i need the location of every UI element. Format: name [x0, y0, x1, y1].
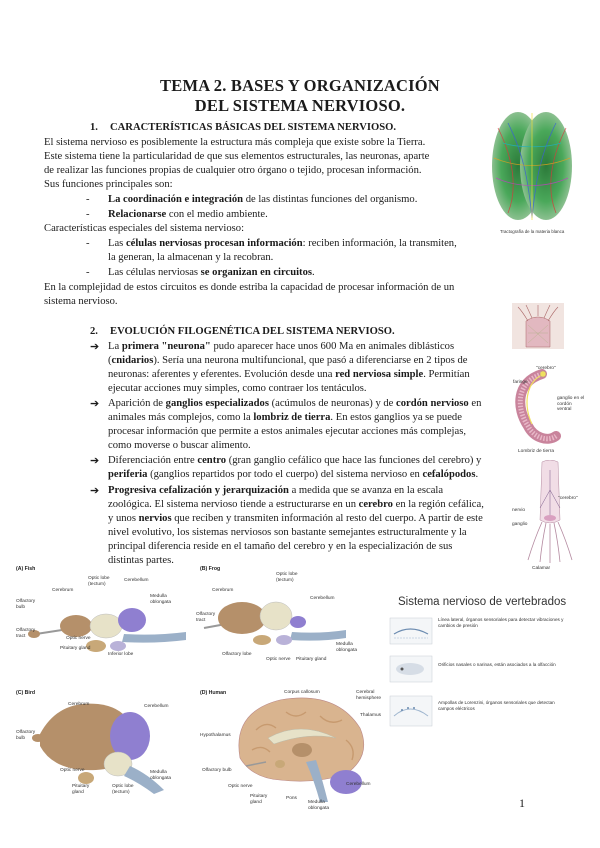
function-item: - La coordinación e integración de las distintas funciones del organismo.	[86, 194, 418, 205]
evolution-item-line: como moverse o buscar alimento.	[108, 440, 251, 451]
section-1-title: CARACTERÍSTICAS BÁSICAS DEL SISTEMA NERVIOSO.	[110, 122, 397, 133]
evolution-item-line: ejecutar acciones muy simples, como contraer los tentáculos.	[108, 383, 367, 394]
human-label: Optic nerve	[228, 784, 253, 789]
evolution-item: ➔ La primera "neurona" pudo aparecer hace unos 600 Ma en animales diblásticos	[90, 341, 455, 353]
frog-label: Olfactory lobe	[222, 652, 252, 657]
squid-label-name: Calamar	[532, 566, 551, 571]
frog-label: Optic nerve	[266, 657, 291, 662]
human-brain-diagram	[196, 690, 386, 810]
frog-label: Olfactory tract	[196, 612, 216, 623]
bird-title: (C) Bird	[16, 690, 36, 696]
squid-label-ganglio: ganglio	[512, 522, 528, 527]
evolution-item-line: y unos nervios que reciben y transmiten información al resto del cuerpo. A partir de este	[108, 513, 483, 524]
feature-item: - Las células nerviosas procesan información: reciben información, la transmiten,	[86, 238, 457, 249]
worm-label-cerebro: "cerebro"	[536, 366, 556, 371]
bird-brain-diagram	[14, 694, 194, 804]
frog-title: (B) Frog	[200, 566, 221, 572]
s1-paragraph-line: Este sistema tiene la particularidad de que sus elementos estructurales, las neuronas, aparte	[44, 151, 430, 162]
evolution-item-line: distintas partes.	[108, 555, 174, 566]
fish-brain-diagram	[14, 574, 194, 674]
worm-label-name: Lombriz de tierra	[518, 449, 554, 454]
evolution-item-line: periferia (ganglios repartidos por todo el cuerpo) del sistema nervioso en cefalópodos.	[108, 469, 479, 480]
evolution-item-line: principal diferencia reside en el tamaño del cerebro y en la especialización de sus	[108, 541, 453, 552]
page-subtitle: DEL SISTEMA NERVIOSO.	[194, 96, 406, 115]
evolution-item-line: zoológica. El sistema nervioso tiende a estructurarse en un cerebro en la región cefálica,	[108, 499, 484, 510]
page-number: 1	[519, 796, 525, 810]
section-2-title: EVOLUCIÓN FILOGENÉTICA DEL SISTEMA NERVIOSO.	[110, 326, 395, 337]
frog-label: Medulla oblongata	[336, 642, 358, 653]
evolution-item-line: nivel evolutivo, los sistemas nerviosos son bastante semejantes estructuralmente y la	[108, 527, 467, 538]
fish-label: Cerebellum	[124, 578, 149, 583]
evolution-item-line: procesar información que permite a estos animales ejecutar acciones más complejas,	[108, 426, 466, 437]
vert-caption-1: Línea lateral, órganos sensoriales para detectar vibraciones y cambios de presión	[438, 617, 564, 628]
evolution-item-line: neuronas: aferentes y eferentes. Evolución desde una red nerviosa simple. Permitían	[108, 369, 470, 380]
function-item: - Relacionarse con el medio ambiente.	[86, 209, 268, 220]
fish-title: (A) Fish	[16, 566, 36, 572]
frog-label: Optic lobe (tectum)	[276, 572, 298, 583]
s1-paragraph-line: sistema nervioso.	[44, 296, 118, 307]
vertebrate-icons	[388, 616, 434, 736]
section-2-heading	[90, 325, 395, 339]
s1-paragraph-line: Características especiales del sistema nervioso:	[44, 223, 245, 234]
fish-label: Olfactory bulb	[16, 599, 36, 610]
squid-label-cerebro: "cerebro"	[558, 496, 578, 501]
fish-label: Olfactory tract	[16, 628, 36, 639]
squid-image	[520, 460, 580, 564]
human-label: Cerebellum	[346, 782, 371, 787]
bird-label: Cerebrum	[68, 702, 90, 707]
feature-item-cont: la generan, la almacenan y la recobran.	[108, 252, 274, 263]
frog-label: Cerebrum	[212, 588, 234, 593]
human-label: Cerebral hemisphere	[356, 690, 382, 701]
s1-paragraph-line: En la complejidad de estos circuitos es donde estriba la capacidad de procesar información de un	[44, 282, 455, 293]
evolution-item-line: animales más complejos, como la lombriz de tierra. En estos ganglios ya se puede	[108, 412, 462, 423]
vertebrates-title: Sistema nervioso de vertebrados	[398, 596, 567, 608]
worm-label-faringe: faringe	[513, 380, 528, 385]
human-title: (D) Human	[200, 690, 227, 696]
cnidarian-image	[512, 303, 564, 349]
s1-paragraph-line: Sus funciones principales son:	[44, 179, 173, 190]
vert-caption-2: Orificios nasales o narinas, están asociados a la olfacción	[438, 662, 556, 667]
worm-label-ganglio: ganglio en el cordón ventral	[557, 396, 585, 412]
bird-label: Optic lobe (tectum)	[112, 784, 134, 795]
fish-label: Inferior lobe	[108, 652, 134, 657]
human-label: Pons	[286, 796, 297, 801]
fish-label: Cerebrum	[52, 588, 74, 593]
evolution-item: ➔ Diferenciación entre centro (gran ganglio cefálico que hace las funciones del cerebro) y	[90, 455, 482, 467]
fish-label: Optic nerve	[66, 636, 91, 641]
human-label: Medulla oblongata	[308, 800, 330, 811]
bird-label: Cerebellum	[144, 704, 169, 709]
s1-paragraph-line: El sistema nervioso es posiblemente la estructura más compleja que existe sobre la Tierra.	[44, 137, 426, 148]
evolution-item: ➔ Progresiva cefalización y jerarquización a medida que se avanza en la escala	[90, 485, 444, 497]
bird-label: Pituitary gland	[72, 784, 90, 795]
vert-caption-3: Ampollas de Lorenzini, órganos sensoriales que detectan campos eléctricos	[438, 700, 555, 711]
section-1-number: 1.	[90, 122, 98, 133]
s1-paragraph-line: de realizar las funciones propias de cualquier otro órgano o tejido, procesan información.	[44, 165, 422, 176]
human-label: Olfactory bulb	[202, 768, 232, 773]
bird-label: Olfactory bulb	[16, 730, 36, 741]
fish-label: Medulla oblongata	[150, 594, 172, 605]
human-label: Thalamus	[360, 713, 382, 718]
bird-label: Optic nerve	[60, 768, 85, 773]
feature-item: - Las células nerviosas se organizan en circuitos.	[86, 267, 315, 278]
human-label: Hypothalamus	[200, 733, 231, 738]
section-2-number: 2.	[90, 326, 98, 337]
evolution-item: ➔ Aparición de ganglios especializados (acúmulos de neuronas) y de cordón nervioso en	[90, 398, 482, 410]
fish-label: Pituitary gland	[60, 646, 91, 651]
bird-label: Medulla oblongata	[150, 770, 172, 781]
brain-caption: Tractografía de la materia blanca	[500, 229, 565, 234]
page-title: TEMA 2. BASES Y ORGANIZACIÓN	[160, 76, 440, 95]
frog-label: Cerebellum	[310, 596, 335, 601]
human-label: Pituitary gland	[250, 794, 268, 805]
evolution-item-line: (cnidarios). Sería una neurona multifuncional, que pasó a diferenciarse en 2 tipos de	[108, 355, 468, 366]
squid-label-nervio: nervio	[512, 508, 526, 513]
frog-label: Pituitary gland	[296, 657, 327, 662]
fish-label: Optic lobe (tectum)	[88, 576, 110, 587]
brain-tractography-image	[488, 108, 576, 226]
human-label: Corpus callosum	[284, 690, 320, 695]
section-1-heading	[90, 121, 396, 135]
